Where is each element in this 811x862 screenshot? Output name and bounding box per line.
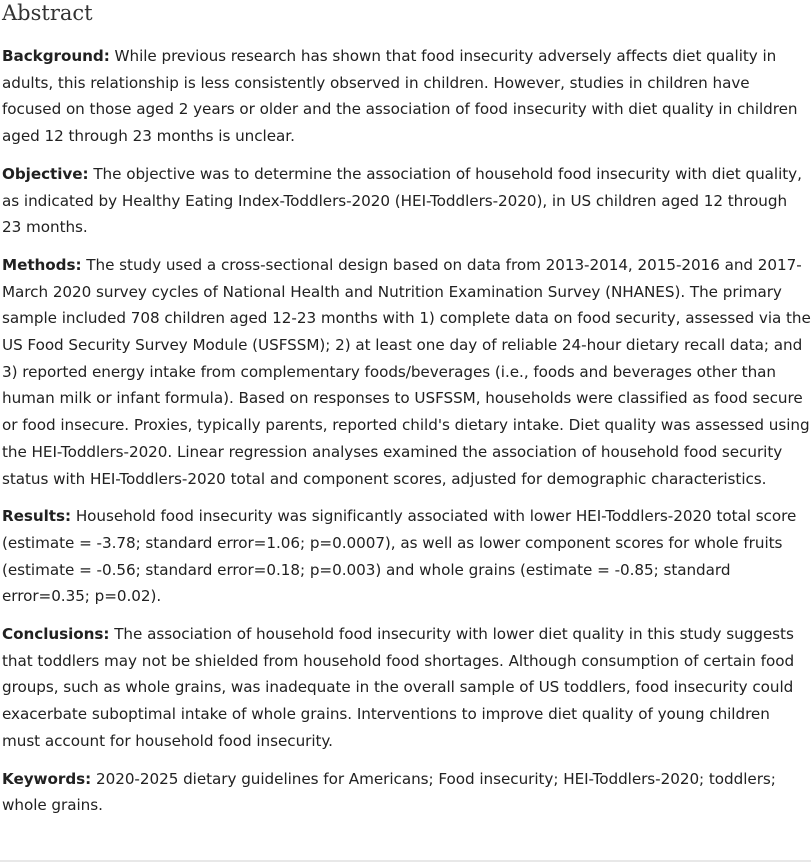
section-text: While previous research has shown that food insecurity adversely affects diet quality in adults, this relationship is less consistently observed in children. However, studies in children have focused on those aged 2 years or older and the association of food insecurity with diet quality in children aged 12 through 23 months is unclear. [2,47,798,146]
section-results [2,503,811,610]
section-label: Objective: [2,164,89,183]
section-label: Background: [2,47,110,65]
section-keywords [2,766,811,819]
section-text: The association of household food insecurity with lower diet quality in this study suggests that toddlers may not be shielded from household food shortages. Although consumption of certain food groups, such as whole grains, was inadequate in the overall sample of US toddlers, food insecurity could exacerbate suboptimal intake of whole grains. Interventions to improve diet quality of young children must account for household food insecurity. [2,625,795,750]
section-label: Keywords: [2,769,92,788]
section-conclusions [2,621,811,755]
section-label: Methods: [2,255,82,274]
section-background [2,43,811,150]
section-objective [2,161,811,241]
section-label: Conclusions: [2,625,110,644]
section-text: 2020-2025 dietary guidelines for Americans; Food insecurity; HEI-Toddlers-2020; toddlers; whole grains. [2,769,776,815]
section-text: The objective was to determine the association of household food insecurity with diet quality, as indicated by Healthy Eating Index-Toddlers-2020 (HEI-Toddlers-2020), in US children aged 12 through 23 months. [2,164,802,237]
section-methods [2,252,811,492]
section-text: Household food insecurity was significantly associated with lower HEI-Toddlers-2020 total score (estimate = -3.78; standard error=1.06; p=0.0007), as well as lower component scores for whole fruits (estimate = -0.56; standard error=0.18; p=0.003) and whole grains (estimate = -0.85; standard error=0.35; p=0.02). [2,507,797,606]
section-label: Results: [2,507,72,526]
section-text: The study used a cross-sectional design based on data from 2013-2014, 2015-2016 and 2017-March 2020 survey cycles of National Health and Nutrition Examination Survey (NHANES). The primary sample included 708 children aged 12-23 months with 1) complete data on food security, assessed via the US Food Security Survey Module (USFSSM); 2) at least one day of reliable 24-hour dietary recall data; and 3) reported energy intake from complementary foods/beverages (i.e., foods and beverages other than human milk or infant formula). Based on responses to USFSSM, households were classified as food secure or food insecure. Proxies, typically parents, reported child's dietary intake. Diet quality was assessed using the HEI-Toddlers-2020. Linear regression analyses examined the association of household food security status with HEI-Toddlers-2020 total and component scores, adjusted for demographic characteristics. [2,255,811,488]
abstract-heading: Abstract [2,1,93,25]
